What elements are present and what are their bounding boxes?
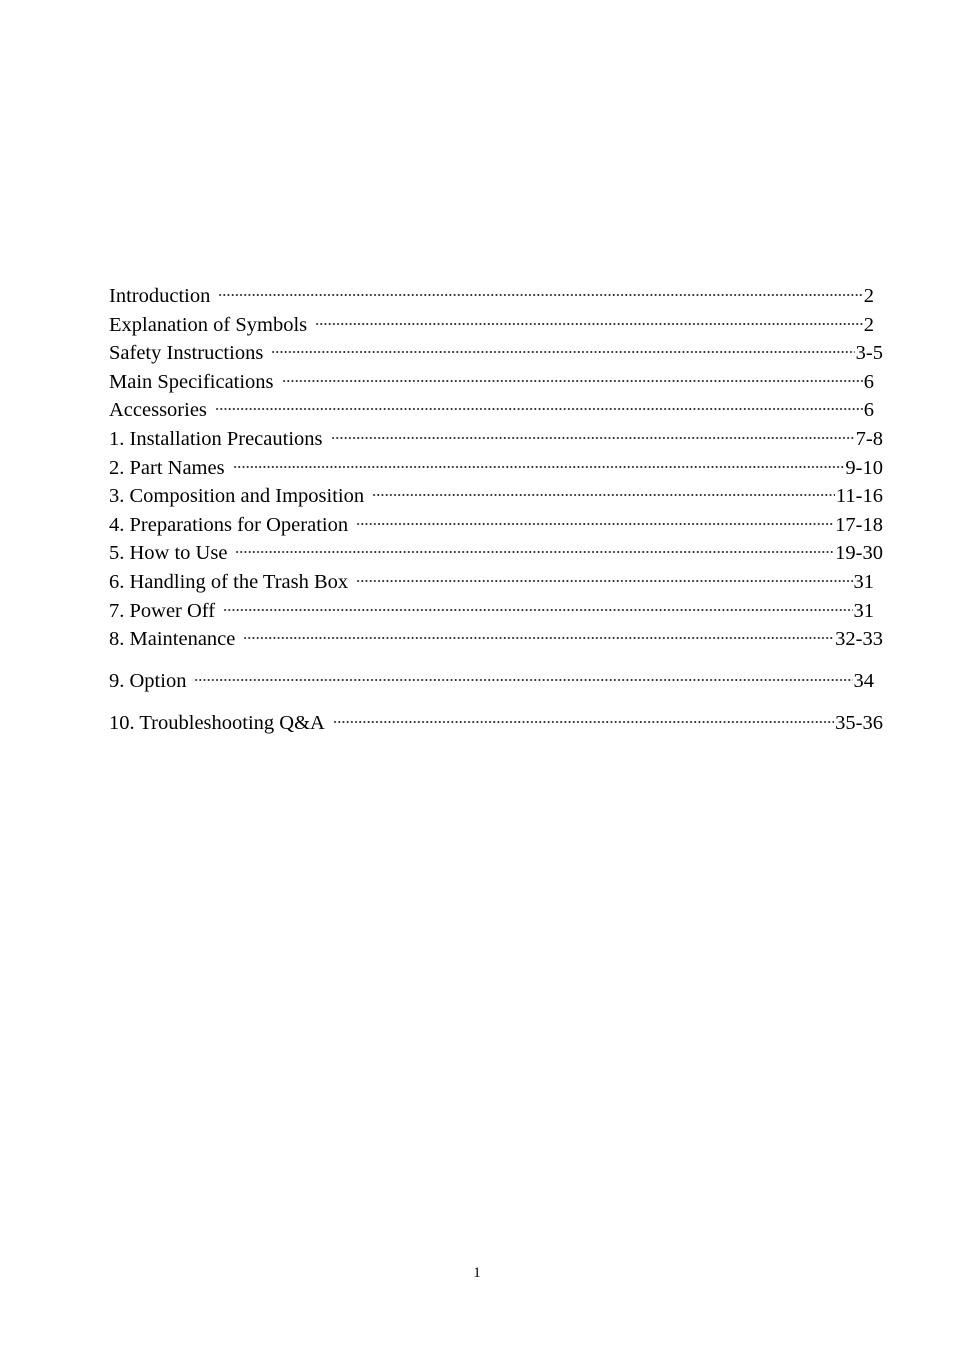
toc-entry-title: 6. Handling of the Trash Box (109, 570, 349, 593)
toc-entry-option (109, 667, 883, 696)
toc-dot-leader (194, 679, 852, 681)
toc-dot-leader (243, 637, 834, 639)
toc-entry-how-to-use (109, 539, 883, 568)
toc-entry-preparations-for-operation (109, 511, 883, 540)
toc-entry-title: 8. Maintenance (109, 628, 236, 651)
toc-entry-title: 10. Troubleshooting Q&A (109, 712, 325, 735)
toc-entry-title: Main Specifications (109, 370, 274, 393)
toc-dot-leader (356, 580, 852, 582)
toc-entry-title: 3. Composition and Imposition (109, 485, 365, 508)
toc-entry-power-off (109, 597, 883, 626)
toc-entry-title: Safety Instructions (109, 342, 264, 365)
toc-dot-leader (331, 437, 855, 439)
toc-entry-page: 17-18 (835, 513, 883, 536)
toc-entry-page: 3-5 (855, 342, 883, 365)
toc-dot-leader (223, 609, 852, 611)
toc-entry-page: 19-30 (835, 542, 883, 565)
toc-entry-title: 4. Preparations for Operation (109, 513, 349, 536)
toc-entry-handling-of-the-trash-box (109, 568, 883, 597)
toc-dot-leader (218, 294, 862, 296)
toc-entry-page: 11-16 (835, 485, 883, 508)
toc-entry-page: 34 (853, 670, 874, 693)
toc-dot-leader (215, 408, 863, 410)
page-number: 1 (473, 1265, 481, 1281)
toc-entry-page: 35-36 (835, 712, 883, 735)
toc-entry-page: 2 (863, 285, 874, 307)
toc-dot-leader (271, 351, 854, 353)
table-of-contents (109, 282, 883, 738)
toc-dot-leader (282, 380, 863, 382)
toc-entry-title: Introduction (109, 285, 211, 307)
toc-entry-title: 5. How to Use (109, 542, 228, 565)
toc-entry-maintenance (109, 625, 883, 654)
toc-entry-title: 7. Power Off (109, 599, 216, 622)
toc-entry-page: 7-8 (855, 427, 883, 450)
toc-entry-page: 31 (853, 599, 874, 622)
toc-entry-accessories (109, 396, 883, 425)
toc-dot-leader (235, 551, 834, 553)
toc-entry-page: 32-33 (835, 628, 883, 651)
toc-dot-leader (315, 323, 863, 325)
toc-entry-page: 31 (853, 570, 874, 593)
toc-entry-title: Accessories (109, 399, 207, 422)
toc-entry-page: 6 (863, 370, 874, 393)
toc-entry-main-specifications (109, 368, 883, 397)
toc-entry-composition-and-imposition (109, 482, 883, 511)
toc-entry-title: 9. Option (109, 670, 187, 693)
toc-dot-leader (356, 523, 834, 525)
toc-entry-page: 6 (863, 399, 874, 422)
toc-entry-title: 2. Part Names (109, 456, 225, 479)
toc-entry-title: 1. Installation Precautions (109, 427, 323, 450)
toc-entry-explanation-of-symbols (109, 311, 883, 340)
toc-dot-leader (372, 494, 835, 496)
toc-entry-troubleshooting (109, 709, 883, 738)
toc-entry-safety-instructions (109, 339, 883, 368)
toc-entry-part-names (109, 454, 883, 483)
toc-dot-leader (233, 466, 845, 468)
toc-entry-page: 2 (863, 313, 874, 336)
toc-entry-title: Explanation of Symbols (109, 313, 308, 336)
toc-dot-leader (333, 721, 834, 723)
toc-entry-installation-precautions (109, 425, 883, 454)
toc-entry-introduction (109, 282, 883, 311)
toc-entry-page: 9-10 (845, 456, 883, 479)
